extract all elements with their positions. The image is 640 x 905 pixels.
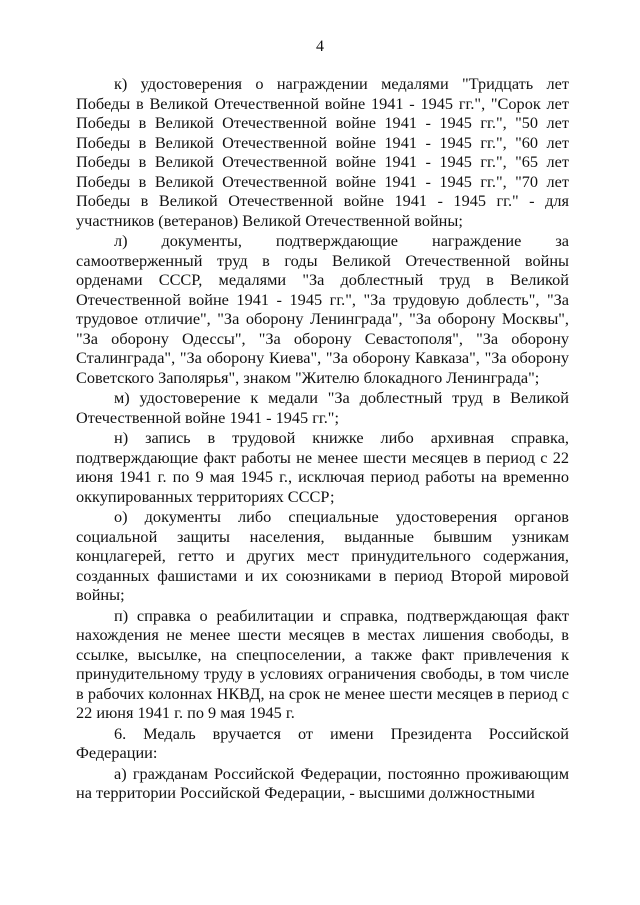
paragraph-o-concentration-camp-documents: о) документы либо специальные удостоверения органов социальной защиты населения, выданные бывшим узникам концлагерей, гетто и других мест принудительного содержания, созданных фашистами и их союзниками в период Второй мировой войны;: [76, 507, 569, 604]
document-body: [76, 74, 569, 804]
paragraph-p-rehabilitation-certificate: п) справка о реабилитации и справка, подтверждающая факт нахождения не менее шести месяцев в местах лишения свободы, в ссылке, высылке, на спецпоселении, а также факт привлечения к принудительному труду в условиях ограничения свободы, в том числе в рабочих колоннах НКВД, на срок не менее шести месяцев в период с 22 июня 1941 г. по 9 мая 1945 г.: [76, 605, 569, 722]
paragraph-m-labor-medal-certificate: м) удостоверение к медали "За доблестный труд в Великой Отечественной войне 1941 - 1945 гг.";: [76, 388, 569, 427]
paragraph-l-labor-award-documents: л) документы, подтверждающие награждение за самоотверженный труд в годы Великой Отечественной войны орденами СССР, медалями "За доблестный труд в Великой Отечественной войне 1941 - 1945 гг.", "За трудовую доблесть", "За трудовое отличие", "За оборону Ленинграда", "За оборону Москвы", "За оборону Одессы", "За оборону Севастополя", "За оборону Сталинграда", "За оборону Киева", "За оборону Кавказа", "За оборону Советского Заполярья", знаком "Жителю блокадного Ленинграда";: [76, 231, 569, 387]
paragraph-k-certificates-anniversary-medals: к) удостоверения о награждении медалями "Тридцать лет Победы в Великой Отечественной войне 1941 - 1945 гг.", "Сорок лет Победы в Великой Отечественной войне 1941 - 1945 гг.", "50 лет Победы в Великой Отечественной войне 1941 - 1945 гг.", "60 лет Победы в Великой Отечественной войне 1941 - 1945 гг.", "65 лет Победы в Великой Отечественной войне 1941 - 1945 гг.", "70 лет Победы в Великой Отечественной войне 1941 - 1945 гг." - для участников (ветеранов) Великой Отечественной войны;: [76, 74, 569, 230]
paragraph-6-medal-presentation: 6. Медаль вручается от имени Президента Российской Федерации:: [76, 723, 569, 762]
page-number: 4: [316, 38, 324, 55]
paragraph-n-employment-record: н) запись в трудовой книжке либо архивная справка, подтверждающие факт работы не менее шести месяцев в период с 22 июня 1941 г. по 9 мая 1945 г., исключая период работы на временно оккупированных территориях СССР;: [76, 428, 569, 506]
paragraph-a-citizens-residing: а) гражданам Российской Федерации, постоянно проживающим на территории Российской Федерации, - высшими должностными: [76, 763, 569, 802]
